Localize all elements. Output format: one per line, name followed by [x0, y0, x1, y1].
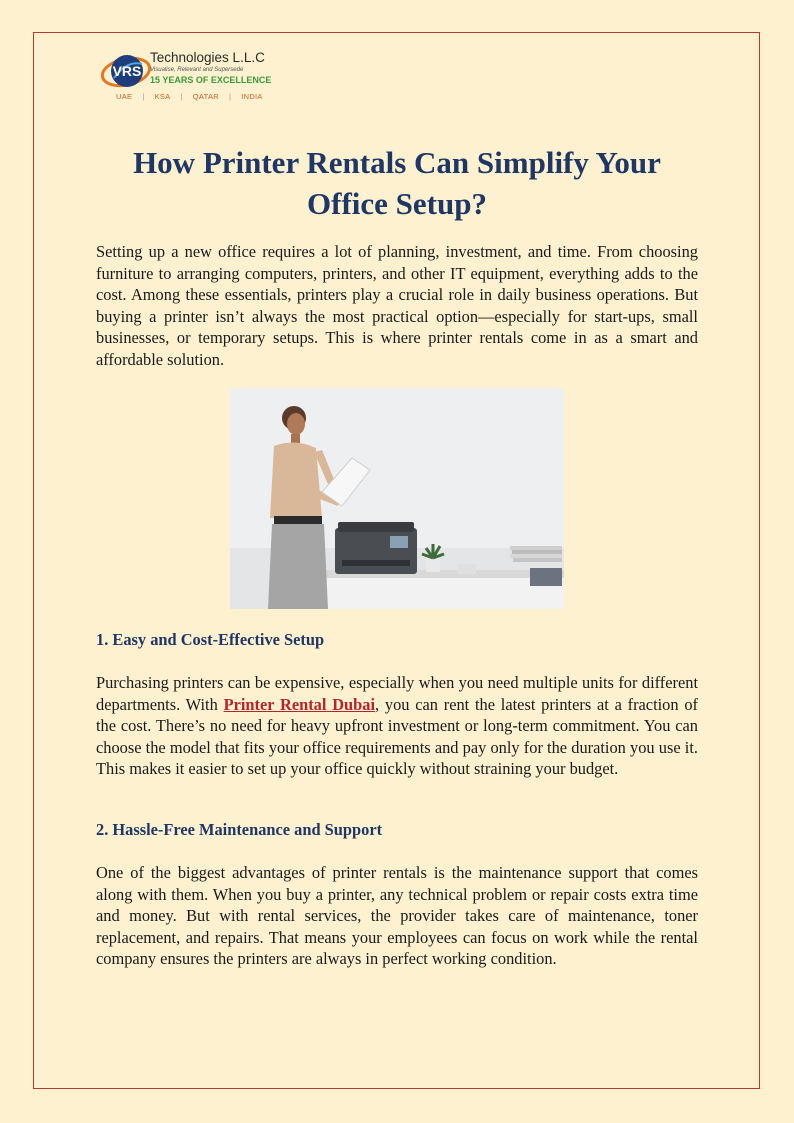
printer-rental-dubai-link[interactable]: Printer Rental Dubai: [223, 694, 376, 714]
section1-paragraph: [96, 672, 698, 780]
country-ksa: KSA: [154, 92, 171, 101]
logo-text: [150, 50, 271, 86]
logo-monogram: VRS: [112, 63, 142, 79]
intro-paragraph: Setting up a new office requires a lot of planning, investment, and time. From choosing furniture to arranging computers, printers, and other IT equipment, everything adds to the cost. Among these essentials, printers play a crucial role in daily business operations. But buying a printer isn’t always the most practical option—especially for start-ups, small businesses, or temporary setups. This is where printer rentals come in as a smart and affordable solution.: [96, 242, 698, 369]
country-qatar: QATAR: [192, 92, 219, 101]
company-tagline: Visualise, Relevant and Supersede: [150, 67, 244, 73]
section1-heading: 1. Easy and Cost-Effective Setup: [96, 630, 325, 649]
section1-text-before: Purchasing printers can be expensive, especially when you need multiple units for different departments. With: [96, 673, 698, 714]
office-printer-photo: [230, 388, 564, 609]
page-title: How Printer Rentals Can Simplify Your Office Setup?: [133, 145, 661, 221]
country-uae: UAE: [116, 92, 133, 101]
section2-heading: 2. Hassle-Free Maintenance and Support: [96, 820, 383, 839]
company-name: Technologies L.L.C: [150, 50, 265, 65]
country-india: INDIA: [241, 92, 263, 101]
section2-paragraph: One of the biggest advantages of printer rentals is the maintenance support that comes along with them. When you buy a printer, any technical problem or repair costs extra time and money. But with rental services, the provider takes care of maintenance, toner replacement, and repairs. That means your employees can focus on work while the rental company ensures the printers are always in perfect working condition.: [96, 863, 698, 969]
company-years: 15 YEARS OF EXCELLENCE: [150, 75, 272, 85]
country-list: UAE | KSA | QATAR | INDIA: [116, 92, 263, 101]
section1-text-after: , you can rent the latest printers at a fraction of the cost. There’s no need for heavy upfront investment or long-term commitment. You can choose the model that fits your office requirements and pay only for the duration you use it. This makes it easier to set up your office quickly without straining your budget.: [96, 694, 698, 779]
